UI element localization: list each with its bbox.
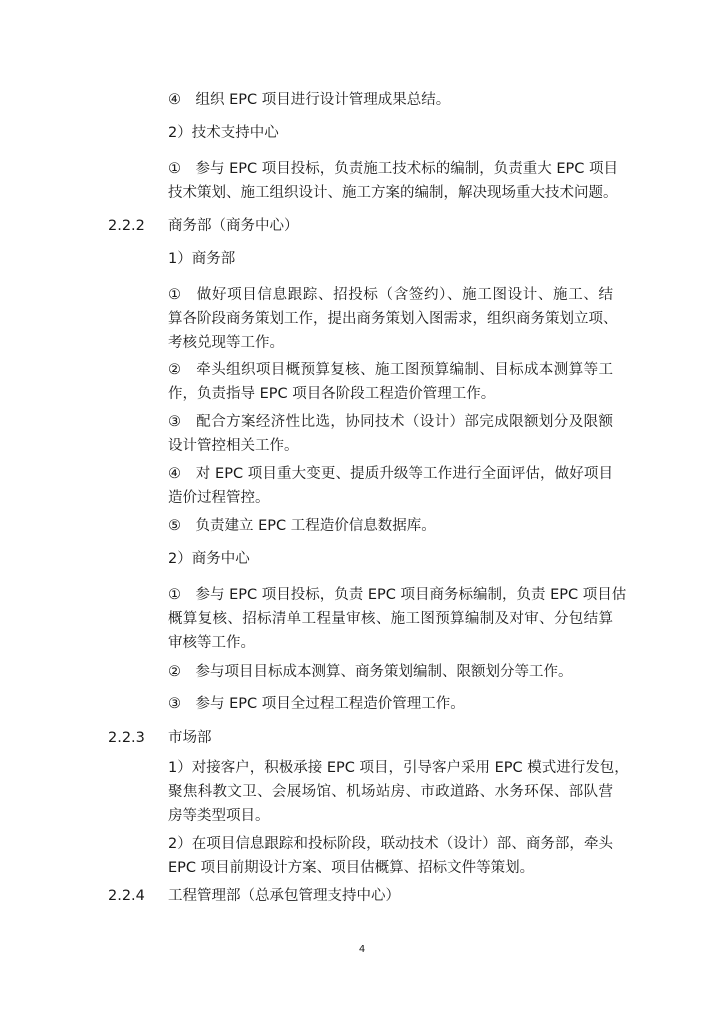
paragraph-line: 房等类型项目。 [168, 808, 270, 824]
section-title: 商务部（商务中心） [168, 218, 299, 234]
paragraph-line: ① 做好项目信息跟踪、招投标（含签约）、施工图设计、施工、结 [168, 287, 613, 303]
paragraph-line: 造价过程管控。 [168, 490, 270, 506]
section-number: 2.2.4 [108, 888, 145, 904]
paragraph-line: 概算复核、招标清单工程量审核、施工图预算编制及对审、分包结算 [168, 611, 613, 627]
section-title: 工程管理部（总承包管理支持中心） [168, 888, 400, 904]
paragraph-line: 审核等工作。 [168, 635, 255, 651]
subheading: 2）技术支持中心 [168, 125, 279, 141]
subheading: 2）商务中心 [168, 551, 250, 567]
section-title: 市场部 [168, 730, 212, 746]
paragraph-line: 2）在项目信息跟踪和投标阶段，联动技术（设计）部、商务部，牵头 [168, 836, 613, 852]
paragraph-line: 算各阶段商务策划工作，提出商务策划入图需求，组织商务策划立项、 [168, 311, 618, 327]
paragraph-line: 聚焦科教文卫、会展场馆、机场站房、市政道路、水务环保、部队营 [168, 784, 613, 800]
paragraph-line: 考核兑现等工作。 [168, 335, 284, 351]
paragraph-line: ⑤ 负责建立 EPC 工程造价信息数据库。 [168, 518, 436, 534]
paragraph-line: ② 参与项目目标成本测算、商务策划编制、限额划分等工作。 [168, 664, 573, 680]
paragraph-line: ① 参与 EPC 项目投标，负责 EPC 项目商务标编制，负责 EPC 项目估 [168, 587, 627, 603]
paragraph-line: ④ 组织 EPC 项目进行设计管理成果总结。 [168, 92, 451, 108]
paragraph-line: 技术策划、施工组织设计、施工方案的编制，解决现场重大技术问题。 [168, 185, 618, 201]
paragraph-line: ③ 参与 EPC 项目全过程工程造价管理工作。 [168, 696, 465, 712]
paragraph-line: ② 牵头组织项目概预算复核、施工图预算编制、目标成本测算等工 [168, 362, 613, 378]
paragraph-line: 作，负责指导 EPC 项目各阶段工程造价管理工作。 [168, 386, 496, 402]
paragraph-line: ① 参与 EPC 项目投标，负责施工技术标的编制，负责重大 EPC 项目 [168, 161, 618, 177]
section-number: 2.2.3 [108, 730, 145, 746]
subheading: 1）商务部 [168, 251, 236, 267]
paragraph-line: EPC 项目前期设计方案、项目估概算、招标文件等策划。 [168, 860, 535, 876]
section-number: 2.2.2 [108, 218, 145, 234]
page-number: 4 [358, 944, 366, 955]
paragraph-line: 1）对接客户，积极承接 EPC 项目，引导客户采用 EPC 模式进行发包， [168, 760, 629, 776]
paragraph-line: 设计管控相关工作。 [168, 438, 299, 454]
paragraph-line: ④ 对 EPC 项目重大变更、提质升级等工作进行全面评估，做好项目 [168, 466, 613, 482]
paragraph-line: ③ 配合方案经济性比选，协同技术（设计）部完成限额划分及限额 [168, 414, 613, 430]
